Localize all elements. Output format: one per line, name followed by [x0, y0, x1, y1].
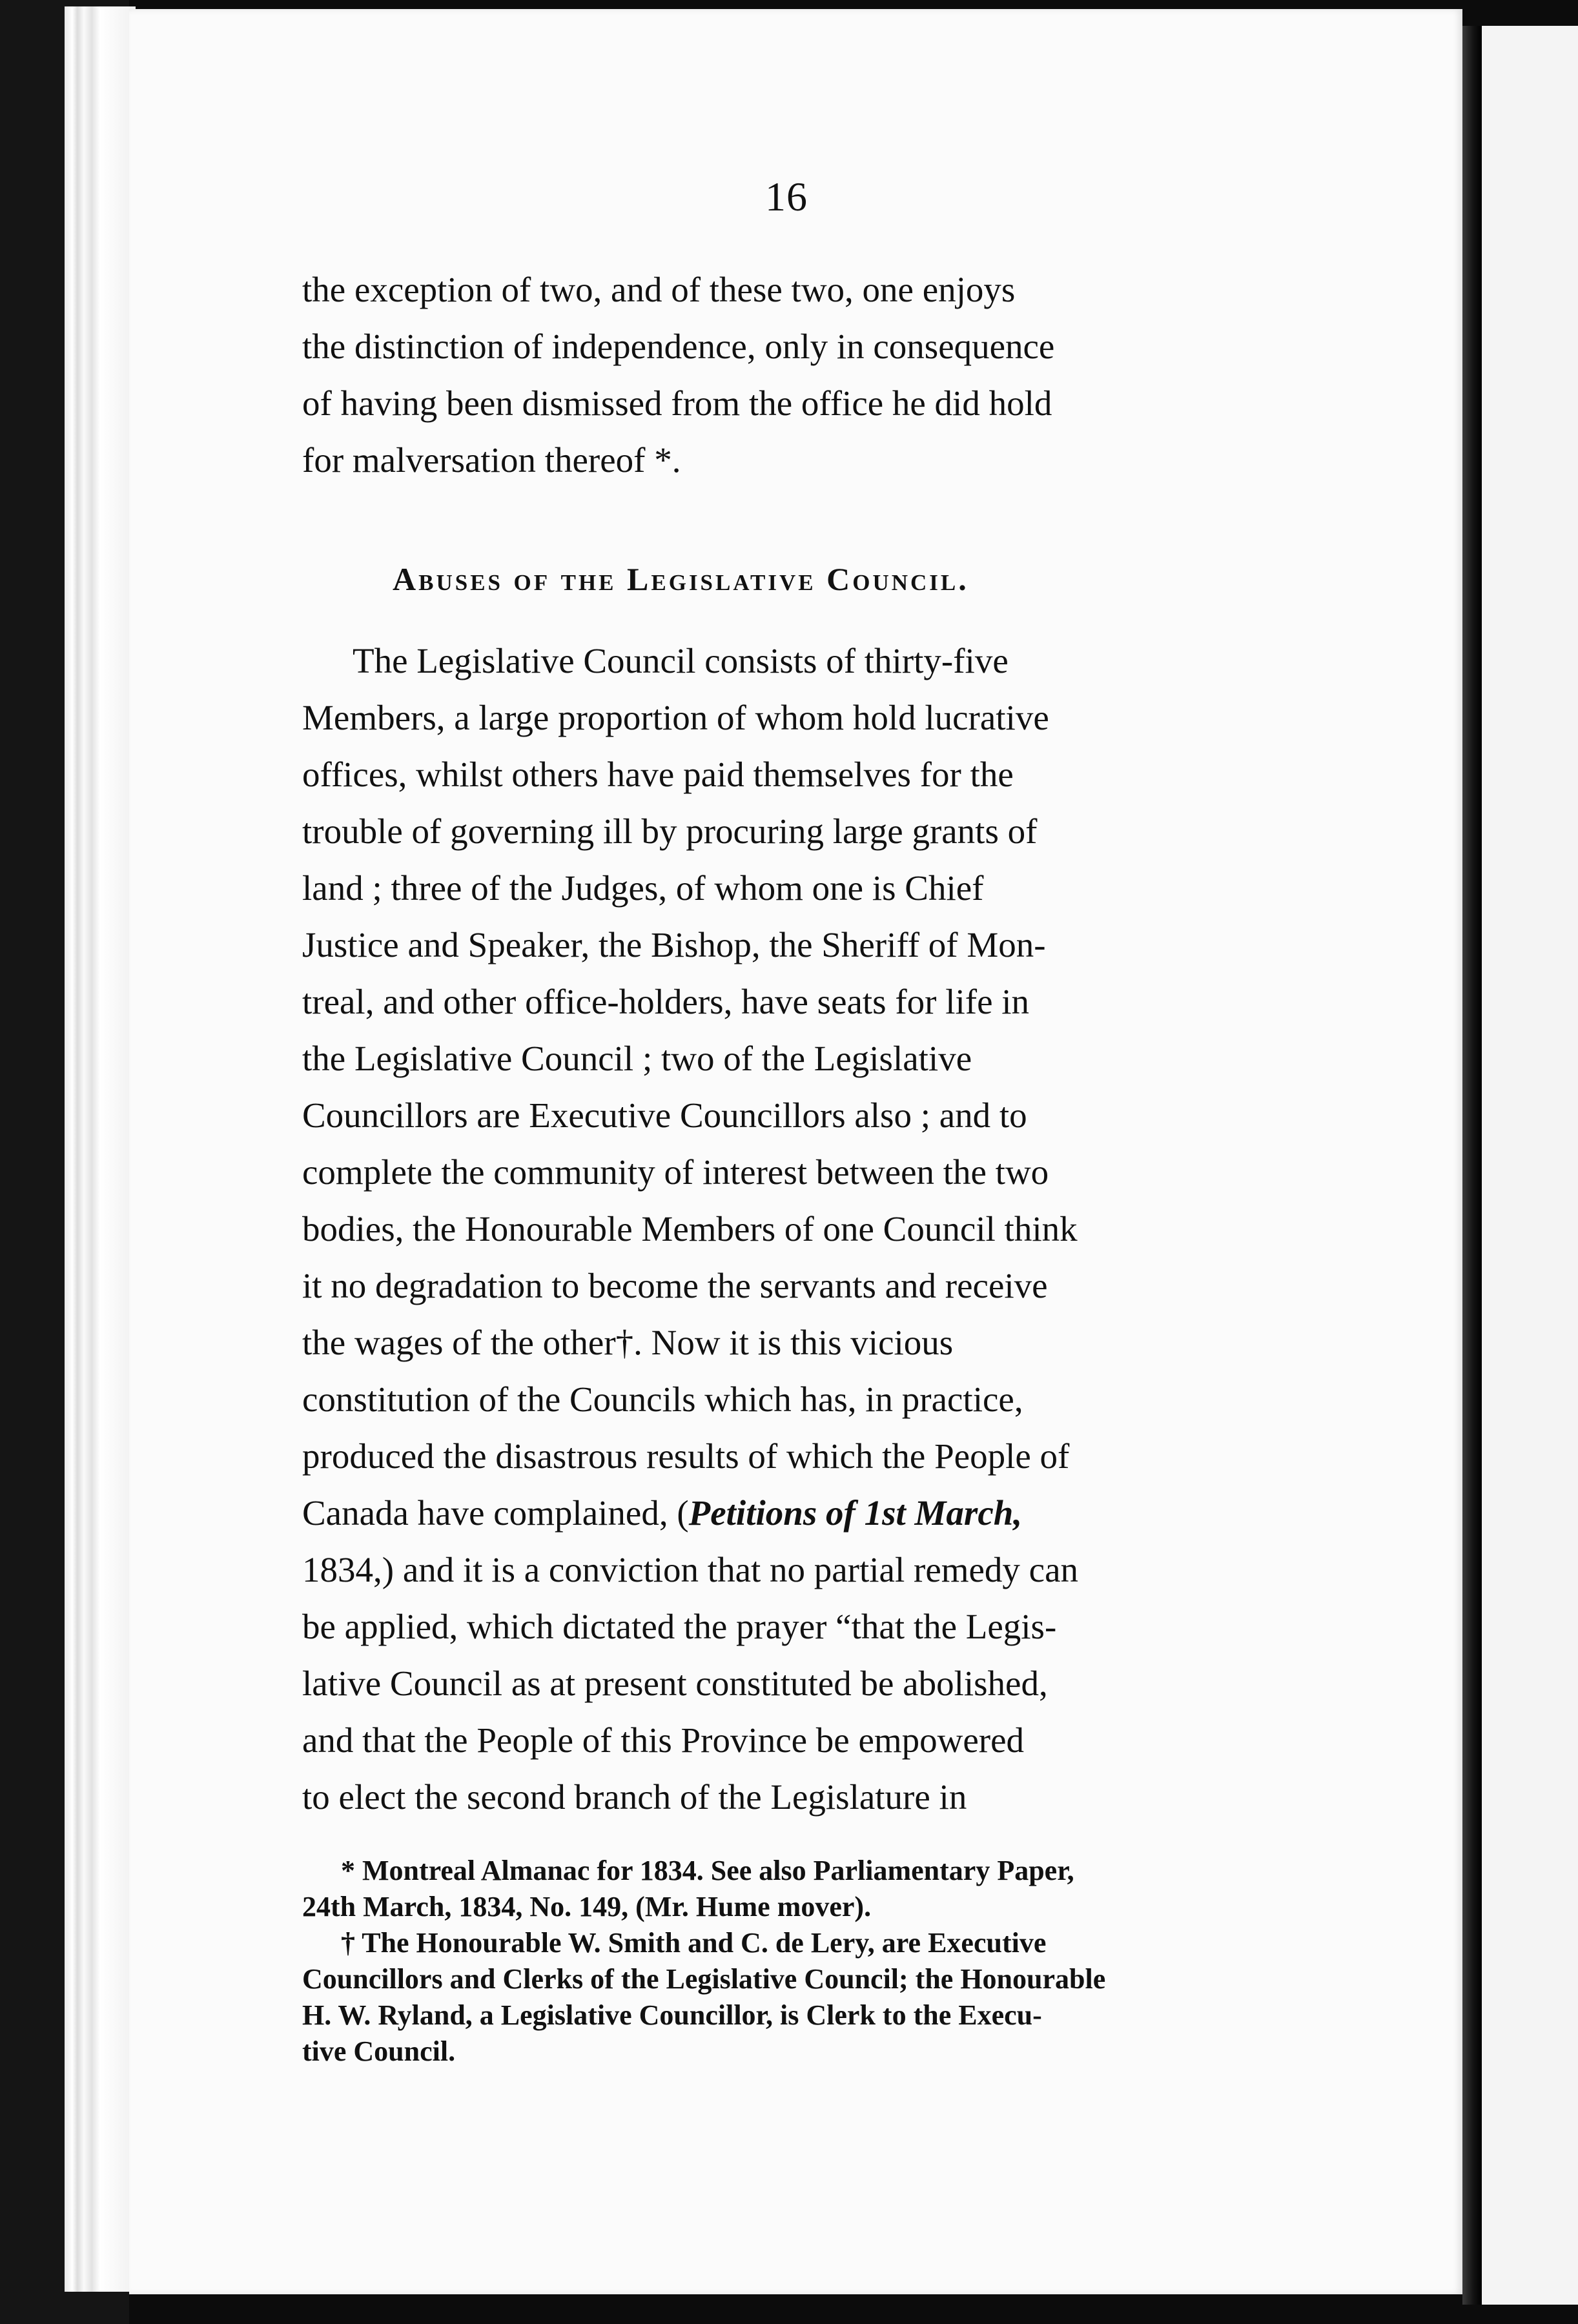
- line-text: for malversation thereof *.: [302, 440, 681, 480]
- line-text: and that the People of this Province be empowered: [302, 1720, 1025, 1760]
- text-line: [302, 318, 1264, 375]
- text-line: [302, 1428, 1264, 1485]
- footnote-line: [302, 1997, 1264, 2034]
- text-line: [302, 1712, 1264, 1769]
- text-line: [302, 1201, 1264, 1258]
- line-text: complete the community of interest between the two: [302, 1152, 1049, 1192]
- footnote-line: [302, 1961, 1264, 1997]
- footnote-text: Councillors and Clerks of the Legislative Council; the Honourable: [302, 1963, 1106, 1995]
- text-line: [302, 1769, 1264, 1826]
- line-text: Members, a large proportion of whom hold lucrative: [302, 698, 1049, 737]
- paragraph-1: [302, 261, 1264, 489]
- line-text: the exception of two, and of these two, one enjoys: [302, 270, 1016, 309]
- text-line: [302, 803, 1264, 860]
- page-number: 16: [765, 174, 808, 219]
- text-line: [302, 1655, 1264, 1712]
- text-line: [302, 917, 1264, 973]
- line-text: Councillors are Executive Councillors also ; and to: [302, 1096, 1027, 1135]
- book-gutter: [1462, 26, 1482, 2305]
- footnote-line: [302, 2034, 1264, 2070]
- line-text: the Legislative Council ; two of the Legislative: [302, 1039, 972, 1078]
- line-text: treal, and other office-holders, have seats for life in: [302, 982, 1030, 1021]
- line-text: trouble of governing ill by procuring large grants of: [302, 811, 1038, 851]
- section-heading: Abuses of the Legislative Council.: [393, 561, 969, 597]
- line-text: bodies, the Honourable Members of one Council think: [302, 1209, 1078, 1249]
- text-line: [302, 261, 1264, 318]
- petitions-citation: Petitions of 1st March,: [688, 1493, 1023, 1533]
- line-text: of having been dismissed from the office he did hold: [302, 383, 1052, 423]
- text-line-petitions: [302, 1485, 1264, 1542]
- line-text: the distinction of independence, only in consequence: [302, 327, 1055, 366]
- text-line: [302, 1598, 1264, 1655]
- line-text: land ; three of the Judges, of whom one is Chief: [302, 868, 984, 908]
- line-text: the wages of the other†. Now it is this vicious: [302, 1323, 954, 1362]
- text-line: [302, 860, 1264, 917]
- text-line: [302, 973, 1264, 1030]
- footnote-text: 24th March, 1834, No. 149, (Mr. Hume mover).: [302, 1891, 872, 1922]
- line-text: Justice and Speaker, the Bishop, the Sheriff of Mon-: [302, 925, 1046, 964]
- text-line: [302, 1087, 1264, 1144]
- line-text: constitution of the Councils which has, in practice,: [302, 1380, 1023, 1419]
- line-text: offices, whilst others have paid themselves for the: [302, 755, 1014, 794]
- line-text: The Legislative Council consists of thirty-five: [353, 641, 1009, 680]
- text-line: [302, 432, 1264, 489]
- line-text: 1834,) and it is a conviction that no partial remedy can: [302, 1550, 1078, 1589]
- line-text: to elect the second branch of the Legislature in: [302, 1777, 967, 1817]
- line-text: produced the disastrous results of which the People of: [302, 1436, 1070, 1476]
- text-line: [302, 1144, 1264, 1201]
- text-line: [302, 1314, 1264, 1371]
- line-text: be applied, which dictated the prayer “that the Legis-: [302, 1607, 1057, 1646]
- text-line: [302, 375, 1264, 432]
- footnote-line: [302, 1853, 1264, 1889]
- text-line: [302, 689, 1264, 746]
- text-line: [302, 1258, 1264, 1314]
- text-line: [302, 633, 1264, 689]
- footnote-text: * Montreal Almanac for 1834. See also Parliamentary Paper,: [341, 1855, 1074, 1886]
- footnote-line: [302, 1925, 1264, 1961]
- line-text: Canada have complained, (: [302, 1493, 689, 1533]
- footnotes: [302, 1853, 1264, 2070]
- paragraph-2: [302, 633, 1264, 1826]
- line-text: lative Council as at present constituted be abolished,: [302, 1664, 1048, 1703]
- footnote-text: tive Council.: [302, 2035, 456, 2067]
- footnote-line: [302, 1889, 1264, 1925]
- footnote-text: H. W. Ryland, a Legislative Councillor, is Clerk to the Execu-: [302, 1999, 1042, 2031]
- next-page-edge: [1482, 26, 1578, 2305]
- text-line: [302, 1542, 1264, 1598]
- line-text: it no degradation to become the servants and receive: [302, 1266, 1048, 1305]
- text-line: [302, 746, 1264, 803]
- page-edges: [65, 6, 136, 2292]
- text-line: [302, 1030, 1264, 1087]
- text-line: [302, 1371, 1264, 1428]
- footnote-text: † The Honourable W. Smith and C. de Lery, are Executive: [341, 1927, 1047, 1959]
